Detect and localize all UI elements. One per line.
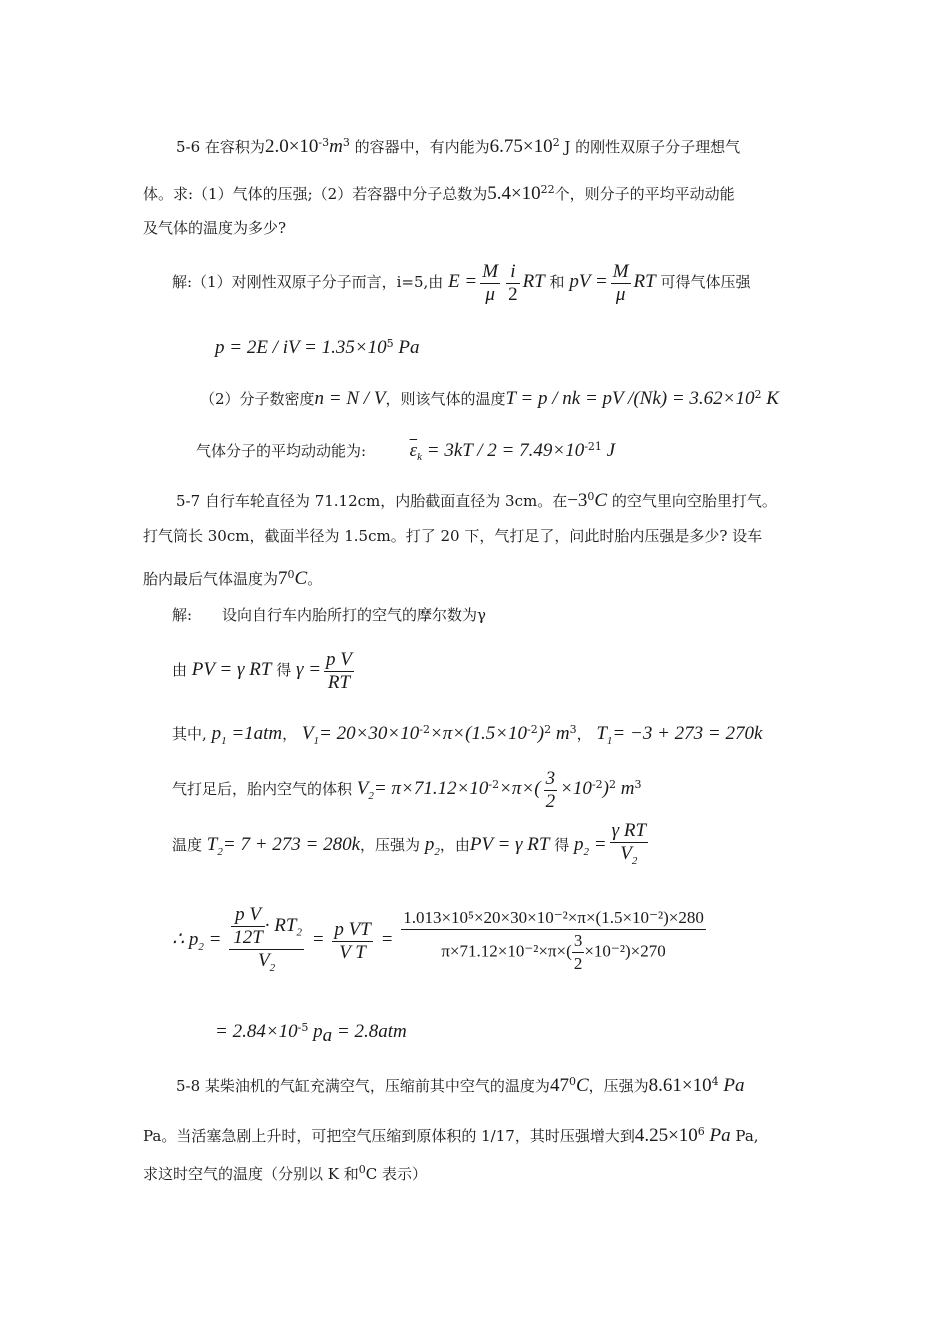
- math: = 20×30×10: [319, 723, 420, 744]
- solution-text: 得: [554, 836, 570, 854]
- math: p: [308, 1021, 323, 1042]
- solution-text: ，由: [439, 836, 470, 854]
- solution-text: 气体分子的平均动动能为:: [196, 442, 367, 460]
- math: PV = γ RT: [469, 834, 550, 855]
- math: ×π×(: [499, 778, 541, 799]
- problem-text: 。: [307, 570, 323, 588]
- math: 7: [278, 568, 288, 589]
- math: −3: [567, 490, 588, 511]
- fraction: $\frac{\text{p V}}{12T}$ · $RT_2$ $V_2$: [229, 904, 304, 979]
- p57-solution-intro: 解: 设向自行车内胎所打的空气的摩尔数为γ: [172, 606, 487, 624]
- math-exp: 2: [544, 723, 552, 736]
- problem-text: 5-7 自行车轮直径为 71.12cm，内胎截面直径为 3cm。在: [176, 492, 568, 510]
- math: 8.61×10: [648, 1075, 712, 1096]
- fraction: $\frac{\text{γ RT}}{V_2}$: [611, 820, 647, 867]
- math-exp: -2: [591, 778, 603, 791]
- problem-text: ，压强为: [588, 1077, 649, 1095]
- solution-text: 由: [172, 661, 188, 679]
- p58-line2: [143, 1122, 759, 1146]
- math: =: [380, 929, 394, 950]
- p56-solution-1: [172, 257, 751, 307]
- math-exp: 0: [587, 490, 595, 503]
- math: PV = γ RT: [191, 659, 272, 680]
- problem-text: Pa,: [730, 1127, 759, 1145]
- p56-line2: [143, 180, 735, 204]
- math: 4.25×10: [634, 1125, 698, 1146]
- p56-pressure-eq: [215, 334, 420, 358]
- math: C: [575, 1075, 589, 1096]
- problem-text: 个，则分子的平均平动动能: [554, 185, 735, 203]
- math-exp: -5: [297, 1021, 309, 1034]
- p57-line3: [143, 565, 322, 589]
- math: RT: [633, 271, 656, 292]
- fraction: $\frac{i}{2}$: [508, 260, 518, 305]
- solution-text: 其中,: [172, 725, 207, 743]
- problem-text: Pa。当活塞急剧上升时，可把空气压缩到原体积的 1/17，其时压强增大到: [143, 1127, 635, 1145]
- fraction: $\frac{M}{\mu}$: [612, 260, 629, 305]
- math: $V_2$: [356, 778, 374, 802]
- solution-text: 和: [549, 273, 565, 291]
- math-exp: 2: [608, 778, 616, 791]
- solution-text: （2）分子数密度: [200, 390, 315, 408]
- math-exp: -3: [318, 136, 330, 149]
- p57-t2: [172, 820, 651, 877]
- math: =: [311, 929, 325, 950]
- math-exp: 3: [342, 136, 350, 149]
- problem-text: 的空气里向空胎里打气。: [607, 492, 777, 510]
- p57-result: [215, 1018, 407, 1046]
- problem-text: 的容器中，有内能为: [349, 138, 490, 156]
- solution-text: 可得气体压强: [660, 273, 751, 291]
- p56-solution-3: [196, 437, 615, 467]
- math: Pa: [704, 1125, 731, 1146]
- fraction: $\frac{\text{p VT}}{\text{V T}}$: [334, 918, 371, 963]
- math: ×10: [560, 778, 592, 799]
- p57-v2: [172, 760, 641, 821]
- math: pV =: [569, 271, 608, 292]
- math-exp: 3: [569, 723, 577, 736]
- solution-text: 气打足后，胎内空气的体积: [172, 780, 353, 798]
- fraction: $\frac{3}{2}$: [545, 767, 556, 812]
- problem-text: 5-6 在容积为: [176, 138, 265, 156]
- math: T = p / nk = pV /(Nk) = 3.62×10: [505, 388, 755, 409]
- math-exp: 2: [552, 136, 560, 149]
- math: C: [294, 568, 308, 589]
- math-sub: a: [322, 1025, 333, 1046]
- problem-text: C 表示）: [365, 1165, 427, 1183]
- math: $\overline{\varepsilon}$: [409, 440, 418, 461]
- math-exp: 3: [634, 778, 642, 791]
- math-sub: k: [417, 451, 423, 463]
- math: m: [551, 723, 570, 744]
- math-exp: -2: [488, 778, 500, 791]
- math-exp: 0: [287, 568, 295, 581]
- math: ∴ $p_2$ =: [172, 929, 222, 953]
- math: 1atm: [244, 723, 283, 744]
- math: E =: [448, 271, 478, 292]
- math-exp: -21: [584, 440, 602, 453]
- math: = π×71.12×10: [373, 778, 489, 799]
- math: $T_2$: [206, 834, 223, 858]
- math: $p_2$: [424, 834, 440, 858]
- fraction: $\frac{\text{p V}}{RT}$: [326, 648, 352, 693]
- math: 6.75×10: [489, 136, 553, 157]
- math: RT: [522, 271, 545, 292]
- math-exp: -2: [419, 723, 430, 736]
- math: = 2.84×10: [215, 1021, 298, 1042]
- solution-text: 温度: [172, 836, 203, 854]
- math: = 2.8atm: [332, 1021, 407, 1042]
- math: 5.4×10: [487, 183, 541, 204]
- problem-text: J 的刚性双原子分子理想气: [559, 138, 741, 156]
- math: p = 2E / iV = 1.35×10: [215, 337, 387, 358]
- problem-text: 求这时空气的温度（分别以 K 和: [143, 1165, 359, 1183]
- math: Pa: [718, 1075, 745, 1096]
- p56-line1: [176, 133, 740, 157]
- p57-big-eq: [172, 900, 709, 987]
- math: ×π×(1.5×10: [429, 723, 528, 744]
- problem-text: 体。求:（1）气体的压强;（2）若容器中分子总数为: [143, 185, 488, 203]
- fraction: 1.013×10⁵×20×30×10⁻²×π×(1.5×10⁻²)×280 π×71.12×10⁻²×π×( $\frac{3}{2}$ ×10⁻²)×270: [403, 908, 704, 973]
- math: $p_1$ =: [211, 723, 245, 747]
- math: n = N / V: [314, 388, 386, 409]
- math: = −3 + 273 = 270k: [612, 723, 763, 744]
- math-exp: -2: [527, 723, 538, 736]
- math: m: [615, 778, 635, 799]
- solution-text: 解:（1）对刚性双原子分子而言，i=5,由: [172, 273, 444, 291]
- math-exp: 2: [754, 388, 762, 401]
- math-exp: 5: [386, 337, 394, 350]
- math: $V_1$: [301, 723, 320, 747]
- math: J: [601, 440, 616, 461]
- math: γ =: [295, 659, 322, 680]
- math: = 3kT / 2 = 7.49×10: [426, 440, 585, 461]
- solution-text: 得: [276, 661, 292, 679]
- math: ): [537, 723, 545, 744]
- p58-line1: [176, 1072, 744, 1096]
- p57-line2: 打气筒长 30cm，截面半径为 1.5cm。打了 20 下，气打足了，问此时胎内压强是多少? 设车: [143, 527, 763, 545]
- math: $T_1$: [596, 723, 613, 747]
- math-exp: 0: [568, 1075, 576, 1088]
- math-exp: 4: [711, 1075, 719, 1088]
- fraction: $\frac{M}{\mu}$: [482, 260, 499, 305]
- math: = 7 + 273 = 280k: [222, 834, 361, 855]
- math: K: [761, 388, 779, 409]
- math-exp: 22: [540, 183, 555, 196]
- p58-line3: [143, 1160, 427, 1184]
- p57-where: 其中, $p_1 =1atm$， $V_1= 20\times 30\times 10^{-2}\times\pi\times(1.5\times 10^{-2})^2$ $m^3$， $T_1= -3 + 273 = 270k$: [172, 723, 763, 747]
- math: 47: [549, 1075, 569, 1096]
- solution-text: ，则该气体的温度: [385, 390, 506, 408]
- math: 2.0×10: [264, 136, 319, 157]
- math: ): [602, 778, 609, 799]
- math-exp: 0: [358, 1163, 366, 1176]
- p56-solution-2: [200, 385, 779, 409]
- problem-text: 胎内最后气体温度为: [143, 570, 279, 588]
- math: C: [594, 490, 608, 511]
- math: Pa: [393, 337, 420, 358]
- math-exp: 6: [697, 1125, 705, 1138]
- math: $p_2$ =: [574, 834, 607, 858]
- p56-line3: 及气体的温度为多少?: [143, 219, 287, 237]
- solution-text: ，压强为: [360, 836, 421, 854]
- p57-line1: [176, 487, 777, 511]
- math: m: [329, 136, 343, 157]
- problem-text: 5-8 某柴油机的气缸充满空气，压缩前其中空气的温度为: [176, 1077, 550, 1095]
- p57-gamma-eq: [172, 645, 357, 695]
